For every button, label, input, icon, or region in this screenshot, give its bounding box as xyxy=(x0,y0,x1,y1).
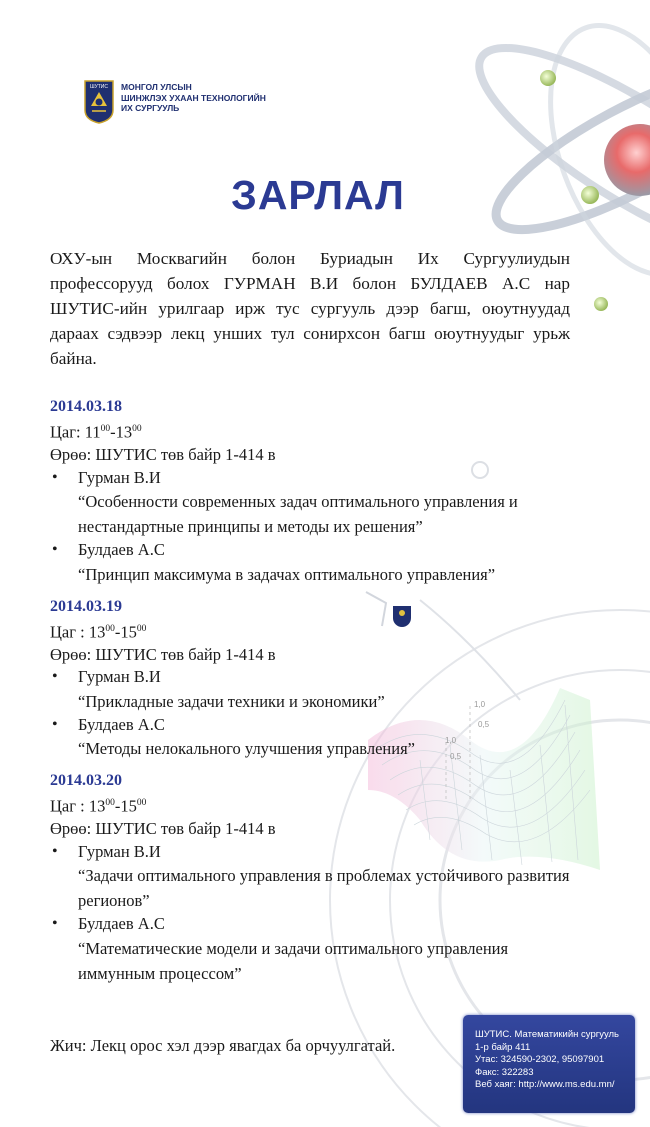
time-end-min: 00 xyxy=(136,623,147,634)
plot-tick: 1,0 xyxy=(474,700,486,709)
session-room: Өрөө: ШУТИС төв байр 1-414 в xyxy=(50,644,276,664)
intro-paragraph: ОХУ-ын Москвагийн болон Буриадын Их Сургуулиудын профессорууд болох ГУРМАН В.И болон БУЛДАЕВ А.С нар ШУТИС-ийн урилгаар ирж тус сургууль дээр багш, оюутнуудад дараах сэдвээр лекц унших тул сонирхсон багш оюутнуудыг урьж байна. xyxy=(50,249,570,368)
session-room: Өрөө: ШУТИС төв байр 1-414 в xyxy=(50,445,276,464)
time-end-min: 00 xyxy=(132,424,142,434)
institution-line: МОНГОЛ УЛСЫН xyxy=(121,82,192,92)
lecture-speaker: Булдаев А.С xyxy=(78,714,165,734)
list-item xyxy=(50,913,580,986)
session-time: Цаг: $11^{00}-13^{00}$ xyxy=(50,422,142,442)
bullet-icon: • xyxy=(52,668,58,685)
lecture-speaker: Гурман В.И xyxy=(78,667,161,686)
plot-tick: 1,0 xyxy=(445,736,457,745)
list-item xyxy=(50,714,580,762)
contact-line: ШУТИС. Математикийн сургууль xyxy=(475,1029,619,1040)
contact-phone: Утас: 324590-2302, 95097901 xyxy=(475,1054,605,1065)
lecture-speaker: Булдаев А.С xyxy=(78,540,165,559)
time-label: Цаг: xyxy=(50,422,85,442)
session-1 xyxy=(50,396,580,587)
contact-box xyxy=(463,1015,635,1113)
lecture-list xyxy=(50,841,580,986)
lecture-speaker: Булдаев А.С xyxy=(78,914,165,933)
lecture-title: “Особенности современных задач оптимального управления и нестандартные принципы и методы их решения” xyxy=(78,492,518,536)
time-end-min: 00 xyxy=(136,798,147,808)
session-2 xyxy=(50,596,580,762)
lecture-title: “Задачи оптимального управления в проблемах устойчивого развития регионов” xyxy=(78,866,570,910)
time-start-min: 00 xyxy=(105,623,115,634)
plot-tick: 0,5 xyxy=(450,752,462,761)
time-start-hour: 11 xyxy=(84,422,101,442)
list-item xyxy=(50,841,580,914)
electron-icon xyxy=(594,297,608,311)
time-start-hour: 13 xyxy=(88,796,106,816)
lecture-speaker: Гурман В.И xyxy=(78,841,161,861)
logo-text: ШУТИС xyxy=(89,84,109,90)
session-date: 2014.03.20 xyxy=(50,772,122,789)
time-start-min: 00 xyxy=(100,424,111,434)
session-date: 2014.03.19 xyxy=(50,597,122,615)
plot-tick: 0,5 xyxy=(478,720,490,729)
bullet-icon: • xyxy=(52,468,58,486)
electron-icon xyxy=(540,70,556,86)
time-start-hour: 13 xyxy=(88,622,106,641)
lecture-title: “Математические модели и задачи оптимального управления иммунным процессом” xyxy=(78,938,509,983)
time-end-hour: 15 xyxy=(120,796,137,816)
lecture-speaker: Гурман В.И xyxy=(78,467,161,487)
list-item xyxy=(50,467,580,540)
bullet-icon: • xyxy=(52,842,58,860)
note-text: Жич: Лекц орос хэл дээр явагдах ба орчуулгатай. xyxy=(50,1036,396,1055)
list-item xyxy=(50,539,580,587)
sessions-list xyxy=(50,396,580,995)
time-start-min: 00 xyxy=(105,798,115,808)
session-date: 2014.03.18 xyxy=(50,398,122,415)
lecture-title: “Принцип максимума в задачах оптимального управления” xyxy=(78,564,496,584)
session-time: Цаг : $13^{00}-15^{00}$ xyxy=(50,622,147,641)
session-time: Цаг : $13^{00}-15^{00}$ xyxy=(50,796,147,816)
bullet-icon: • xyxy=(52,715,58,733)
time-end-hour: 13 xyxy=(115,422,133,442)
session-3 xyxy=(50,770,580,986)
page-title: ЗАРЛАЛ xyxy=(231,172,405,218)
bullet-icon: • xyxy=(52,541,58,558)
institution-line: ИХ СУРГУУЛЬ xyxy=(121,103,180,113)
lecture-list xyxy=(50,666,580,761)
time-end-hour: 15 xyxy=(120,622,137,641)
contact-website: Веб хаяг: http://www.ms.edu.mn/ xyxy=(475,1079,615,1090)
lecture-title: “Прикладные задачи техники и экономики” xyxy=(78,691,385,711)
list-item xyxy=(50,666,580,714)
contact-fax: Факс: 322283 xyxy=(475,1066,534,1078)
bullet-icon: • xyxy=(52,915,58,932)
lecture-title: “Методы нелокального улучшения управления” xyxy=(78,739,415,758)
time-label: Цаг : xyxy=(50,796,89,816)
university-logo-icon xyxy=(84,80,114,124)
lecture-list xyxy=(50,467,580,587)
session-room: Өрөө: ШУТИС төв байр 1-414 в xyxy=(50,819,276,838)
contact-line: 1-р байр 411 xyxy=(475,1041,531,1053)
institution-line: ШИНЖЛЭХ УХААН ТЕХНОЛОГИЙН xyxy=(121,92,266,103)
time-label: Цаг : xyxy=(50,622,89,641)
institution-name xyxy=(121,82,266,114)
